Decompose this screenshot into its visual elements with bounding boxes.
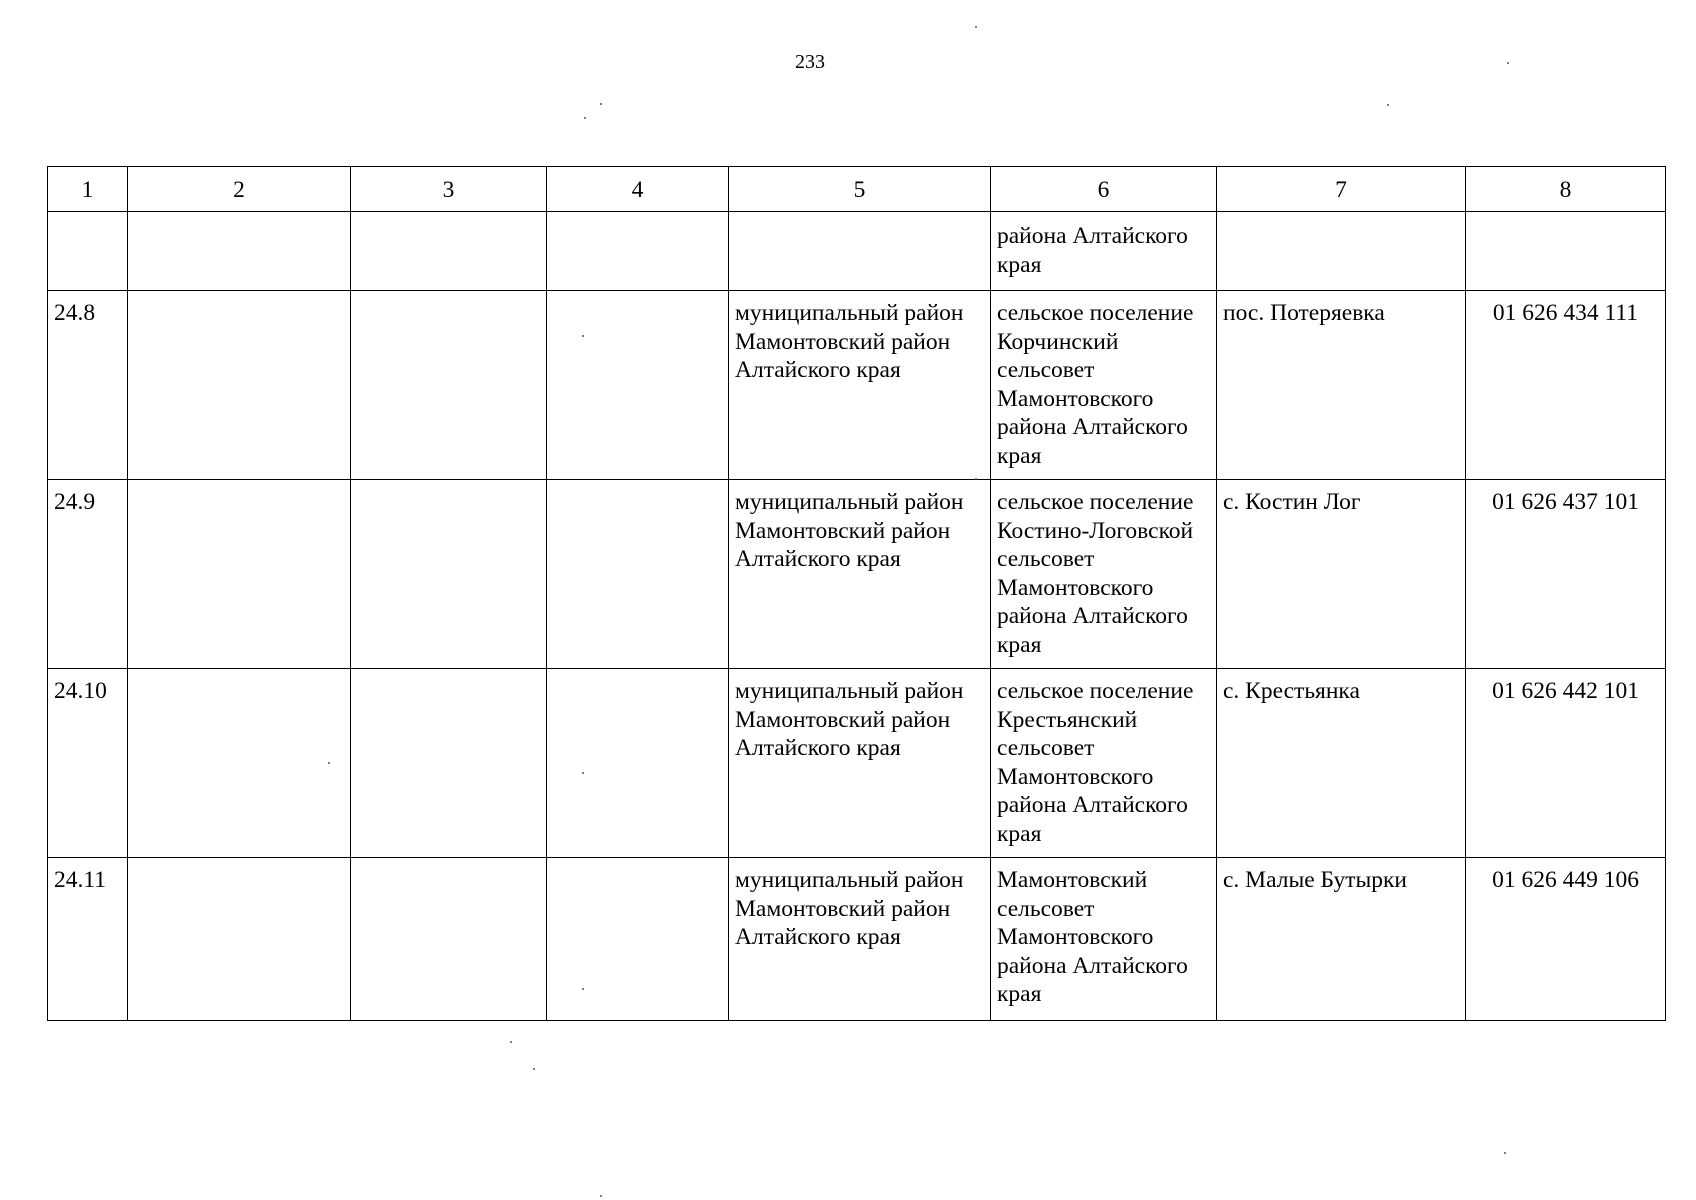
table-row	[48, 858, 1666, 1021]
column-header: 2	[128, 167, 351, 212]
code-text: 01 626 449 106	[1492, 867, 1639, 893]
scan-speck	[533, 1068, 535, 1070]
code-cell	[1466, 669, 1666, 858]
settlement-cell	[991, 480, 1217, 669]
row-number-cell	[48, 291, 128, 480]
scan-speck	[975, 26, 977, 28]
column-header: 7	[1217, 167, 1466, 212]
municipality-cell	[729, 858, 991, 1021]
column-header: 8	[1466, 167, 1666, 212]
table-row	[48, 669, 1666, 858]
municipality-cell	[729, 480, 991, 669]
settlement-cell	[991, 669, 1217, 858]
locality-cell	[1217, 858, 1466, 1021]
scan-speck	[1507, 62, 1509, 64]
locality-cell	[1217, 669, 1466, 858]
municipality-cell	[729, 669, 991, 858]
settlement-text: Мамонтовский сельсовет Мамонтовского района Алтайского края	[997, 867, 1188, 1007]
row-number: 24.11	[54, 867, 107, 893]
code-cell	[1466, 212, 1666, 291]
municipality-text: муниципальный район Мамонтовский район Алтайского края	[735, 867, 964, 950]
settlement-cell	[991, 858, 1217, 1021]
row-number: 24.8	[54, 300, 96, 326]
settlement-text: сельское поселение Костино-Логовской сельсовет Мамонтовского района Алтайского края	[997, 489, 1194, 658]
settlement-cell	[991, 291, 1217, 480]
table-row	[48, 212, 1666, 291]
column-header: 4	[547, 167, 729, 212]
column-header: 6	[991, 167, 1217, 212]
column-3-cell	[351, 291, 547, 480]
row-number-cell	[48, 669, 128, 858]
code-text: 01 626 437 101	[1492, 489, 1639, 515]
table-row	[48, 480, 1666, 669]
column-3-cell	[351, 669, 547, 858]
column-4-cell	[547, 480, 729, 669]
code-cell	[1466, 291, 1666, 480]
scan-speck	[328, 762, 330, 764]
column-4-cell	[547, 858, 729, 1021]
locality-text: пос. Потеряевка	[1223, 300, 1385, 326]
column-4-cell	[547, 669, 729, 858]
scan-speck	[582, 335, 584, 337]
locality-cell	[1217, 480, 1466, 669]
scan-speck	[510, 1041, 512, 1043]
settlement-text: района Алтайского края	[997, 223, 1188, 278]
column-4-cell	[547, 212, 729, 291]
scan-speck	[1387, 104, 1389, 106]
municipality-text: муниципальный район Мамонтовский район Алтайского края	[735, 300, 964, 383]
settlements-table	[47, 166, 1666, 1021]
column-2-cell	[128, 212, 351, 291]
table-row	[48, 291, 1666, 480]
locality-cell	[1217, 291, 1466, 480]
code-cell	[1466, 480, 1666, 669]
row-number-cell	[48, 480, 128, 669]
column-2-cell	[128, 480, 351, 669]
column-3-cell	[351, 212, 547, 291]
column-2-cell	[128, 858, 351, 1021]
settlement-text: сельское поселение Корчинский сельсовет Мамонтовского района Алтайского края	[997, 300, 1194, 469]
page-number: 233	[795, 51, 825, 73]
municipality-text: муниципальный район Мамонтовский район Алтайского края	[735, 678, 964, 761]
column-2-cell	[128, 669, 351, 858]
column-2-cell	[128, 291, 351, 480]
row-number: 24.10	[54, 678, 107, 704]
column-header: 1	[48, 167, 128, 212]
row-number-cell	[48, 212, 128, 291]
scan-speck	[600, 1195, 602, 1197]
scan-speck	[600, 103, 602, 105]
settlement-cell	[991, 212, 1217, 291]
scan-speck	[584, 117, 586, 119]
column-header: 5	[729, 167, 991, 212]
municipality-cell	[729, 291, 991, 480]
scan-speck	[582, 988, 584, 990]
column-3-cell	[351, 858, 547, 1021]
scan-speck	[1504, 1152, 1506, 1154]
scan-speck	[582, 772, 584, 774]
row-number: 24.9	[54, 489, 96, 515]
code-text: 01 626 434 111	[1492, 300, 1639, 326]
header-row	[48, 167, 1666, 212]
column-3-cell	[351, 480, 547, 669]
locality-text: с. Крестьянка	[1223, 678, 1360, 704]
settlement-text: сельское поселение Крестьянский сельсовет Мамонтовского района Алтайского края	[997, 678, 1194, 847]
code-cell	[1466, 858, 1666, 1021]
municipality-cell	[729, 212, 991, 291]
code-text: 01 626 442 101	[1492, 678, 1639, 704]
scan-speck	[975, 478, 977, 480]
column-header: 3	[351, 167, 547, 212]
column-4-cell	[547, 291, 729, 480]
locality-text: с. Костин Лог	[1223, 489, 1361, 515]
locality-text: с. Малые Бутырки	[1223, 867, 1407, 893]
locality-cell	[1217, 212, 1466, 291]
row-number-cell	[48, 858, 128, 1021]
municipality-text: муниципальный район Мамонтовский район Алтайского края	[735, 489, 964, 572]
